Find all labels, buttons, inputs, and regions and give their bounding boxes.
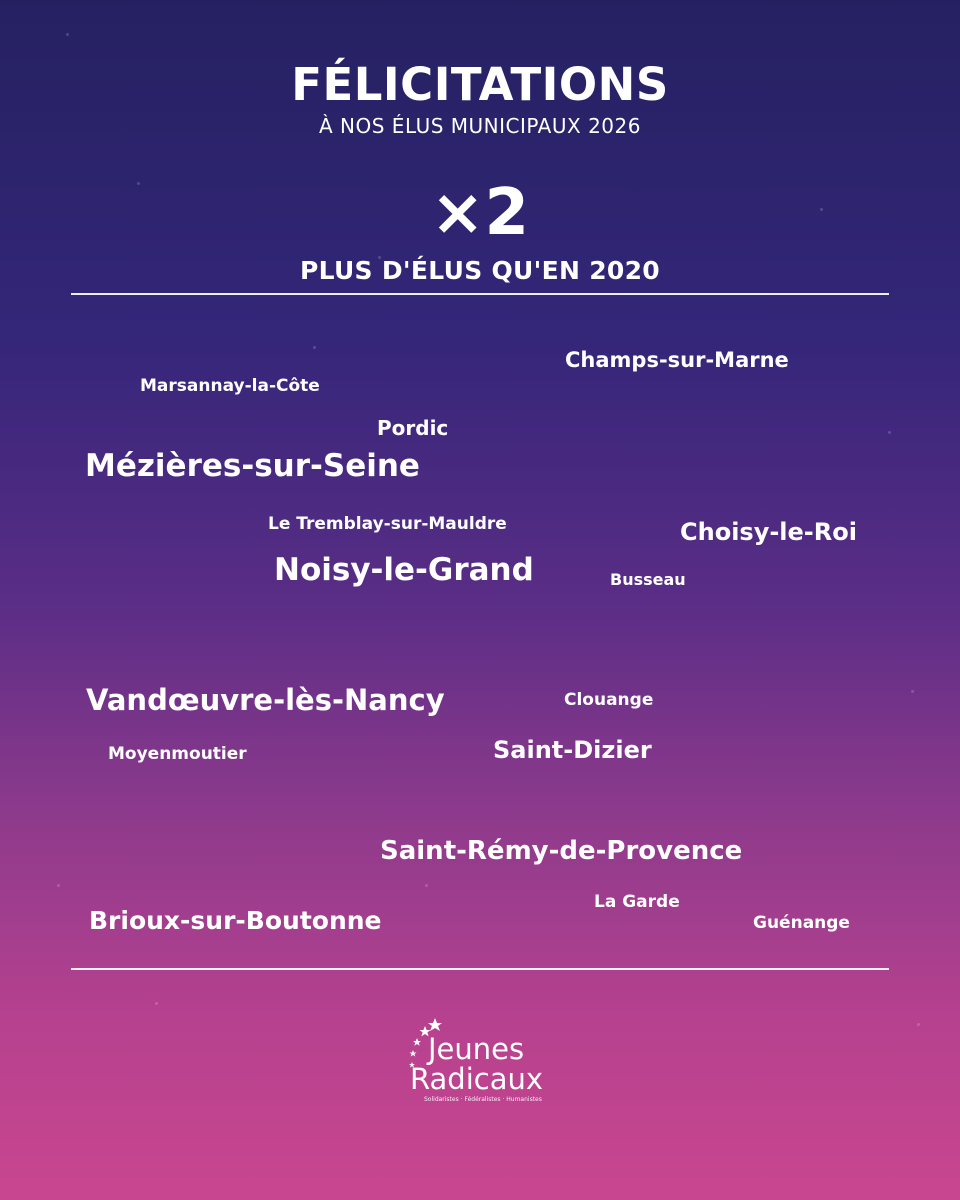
city-name: Moyenmoutier bbox=[108, 744, 247, 764]
city-name: Saint-Rémy-de-Provence bbox=[380, 836, 743, 866]
city-name: Champs-sur-Marne bbox=[565, 348, 789, 372]
jeunes-radicaux-logo bbox=[406, 1018, 566, 1108]
city-name: Choisy-le-Roi bbox=[680, 518, 857, 546]
bottom-divider bbox=[71, 968, 889, 970]
city-name: Marsannay-la-Côte bbox=[140, 376, 320, 396]
background-dot bbox=[66, 33, 69, 36]
city-name: Le Tremblay-sur-Mauldre bbox=[268, 514, 507, 534]
background-dot bbox=[425, 884, 428, 887]
city-name: Saint-Dizier bbox=[493, 736, 652, 764]
background-dot bbox=[57, 884, 60, 887]
logo-text-line1: Jeunes bbox=[428, 1032, 525, 1066]
city-name: Clouange bbox=[564, 690, 654, 710]
background-dot bbox=[888, 431, 891, 434]
top-divider bbox=[71, 293, 889, 295]
stat-label: PLUS D'ÉLUS QU'EN 2020 bbox=[300, 256, 660, 285]
logo-tagline: Solidaristes · Fédéralistes · Humanistes bbox=[424, 1096, 542, 1103]
city-name: La Garde bbox=[594, 892, 680, 912]
background-dot bbox=[911, 690, 914, 693]
page-title: FÉLICITATIONS bbox=[291, 58, 669, 111]
background-dot bbox=[313, 346, 316, 349]
logo-text-line2: Radicaux bbox=[410, 1062, 544, 1096]
city-name: Busseau bbox=[610, 570, 686, 589]
stat-value: ×2 bbox=[430, 176, 530, 250]
city-name: Mézières-sur-Seine bbox=[85, 448, 420, 484]
city-name: Vandœuvre-lès-Nancy bbox=[86, 683, 445, 717]
city-name: Pordic bbox=[377, 416, 449, 440]
background-dot bbox=[155, 1002, 158, 1005]
header bbox=[0, 58, 960, 138]
page-subtitle: À NOS ÉLUS MUNICIPAUX 2026 bbox=[319, 114, 641, 138]
background-dot bbox=[917, 1023, 920, 1026]
stat-block bbox=[0, 176, 960, 285]
city-name: Brioux-sur-Boutonne bbox=[89, 906, 382, 935]
city-name: Noisy-le-Grand bbox=[274, 552, 534, 588]
city-name: Guénange bbox=[753, 913, 850, 933]
